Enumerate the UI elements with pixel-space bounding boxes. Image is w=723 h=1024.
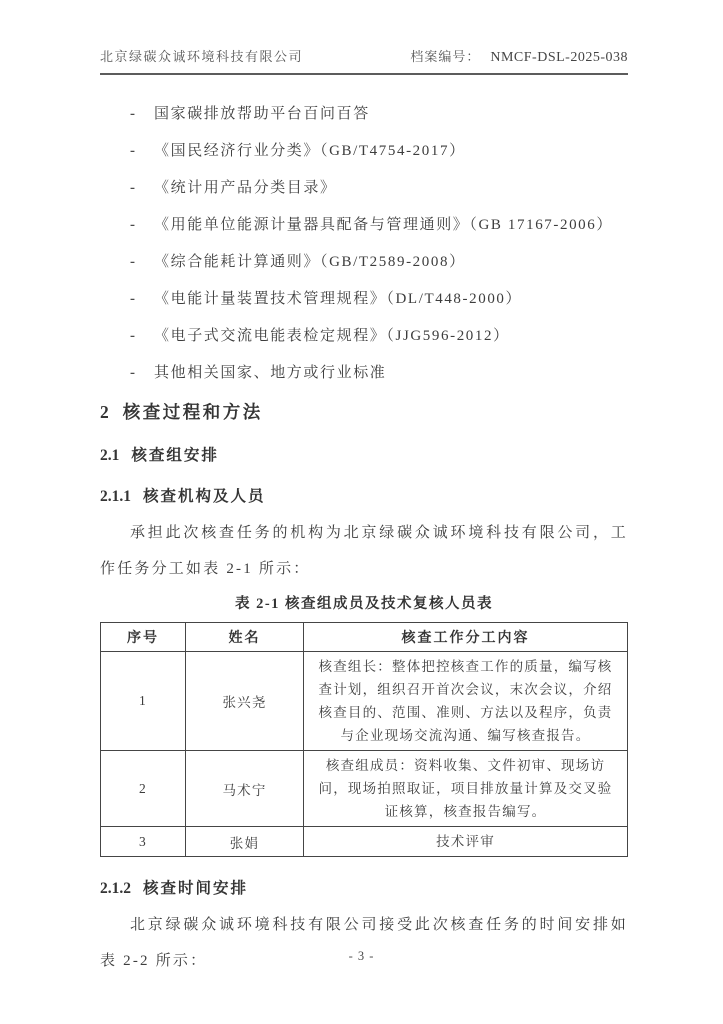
team-intro-paragraph: 承担此次核查任务的机构为北京绿碳众诚环境科技有限公司，工作任务分工如表 2-1 所示： <box>100 525 628 577</box>
table-header-row <box>101 623 628 652</box>
list-item-text: 《电能计量装置技术管理规程》（DL/T448-2000） <box>154 291 523 307</box>
list-item-text: 《国民经济行业分类》（GB/T4754-2017） <box>154 143 466 159</box>
list-item <box>100 103 628 125</box>
list-bullet: - <box>130 106 137 122</box>
section-number: 2 <box>100 402 109 422</box>
section-heading-2-1-1 <box>100 484 628 506</box>
cell-no: 1 <box>101 652 186 751</box>
cell-duty: 技术评审 <box>304 827 628 857</box>
column-header-name: 姓名 <box>186 623 304 652</box>
cell-duty: 核查组长：整体把控核查工作的质量，编写核查计划，组织召开首次会议，末次会议，介绍核查目的、范围、准则、方法以及程序，负责与企业现场交流沟通、编写核查报告。 <box>304 652 628 751</box>
cell-no: 2 <box>101 751 186 827</box>
document-header <box>100 46 628 75</box>
section-title: 核查过程和方法 <box>122 402 263 422</box>
members-table <box>100 622 628 857</box>
reference-list <box>100 103 628 384</box>
list-item-text: 《统计用产品分类目录》 <box>154 180 337 196</box>
table-caption: 表 2-1 核查组成员及技术复核人员表 <box>234 596 494 612</box>
list-item-text: 其他相关国家、地方或行业标准 <box>154 365 387 381</box>
cell-no: 3 <box>101 827 186 857</box>
list-item-text: 《电子式交流电能表检定规程》（JJG596-2012） <box>154 328 510 344</box>
section-heading-2-1-2 <box>100 876 628 898</box>
table-row <box>101 827 628 857</box>
table-row <box>101 652 628 751</box>
company-name: 北京绿碳众诚环境科技有限公司 <box>100 49 304 64</box>
list-bullet: - <box>130 180 137 196</box>
section-number: 2.1.1 <box>100 488 131 505</box>
section-number: 2.1.2 <box>100 880 131 897</box>
section-heading-2-1 <box>100 443 628 465</box>
schedule-intro-paragraph: 北京绿碳众诚环境科技有限公司接受此次核查任务的时间安排如表 2-2 所示： <box>100 917 628 969</box>
list-bullet: - <box>130 143 137 159</box>
page-number: - 3 - <box>348 949 375 963</box>
list-bullet: - <box>130 217 137 233</box>
column-header-no: 序号 <box>101 623 186 652</box>
cell-name: 张兴尧 <box>186 652 304 751</box>
list-bullet: - <box>130 328 137 344</box>
section-heading-2 <box>100 399 628 424</box>
list-item <box>100 177 628 199</box>
list-item-text: 《综合能耗计算通则》（GB/T2589-2008） <box>154 254 466 270</box>
page-content <box>100 0 628 979</box>
list-bullet: - <box>130 291 137 307</box>
list-item <box>100 251 628 273</box>
column-header-duty: 核查工作分工内容 <box>304 623 628 652</box>
list-item-text: 《用能单位能源计量器具配备与管理通则》（GB 17167-2006） <box>154 217 613 233</box>
list-item <box>100 288 628 310</box>
file-number-value: NMCF-DSL-2025-038 <box>490 50 628 65</box>
section-title: 核查机构及人员 <box>143 488 266 505</box>
cell-name: 张娟 <box>186 827 304 857</box>
table-row <box>101 751 628 827</box>
file-number-block <box>410 46 628 66</box>
cell-duty: 核查组成员：资料收集、文件初审、现场访问，现场拍照取证，项目排放量计算及交叉验证核算，核查报告编写。 <box>304 751 628 827</box>
list-item <box>100 325 628 347</box>
section-number: 2.1 <box>100 447 120 464</box>
list-item <box>100 362 628 384</box>
list-bullet: - <box>130 365 137 381</box>
section-title: 核查组安排 <box>131 447 219 464</box>
list-item <box>100 214 628 236</box>
file-number-label: 档案编号： <box>410 49 481 64</box>
list-bullet: - <box>130 254 137 270</box>
section-title: 核查时间安排 <box>143 880 249 897</box>
list-item-text: 国家碳排放帮助平台百问百答 <box>154 106 370 122</box>
cell-name: 马术宁 <box>186 751 304 827</box>
list-item <box>100 140 628 162</box>
